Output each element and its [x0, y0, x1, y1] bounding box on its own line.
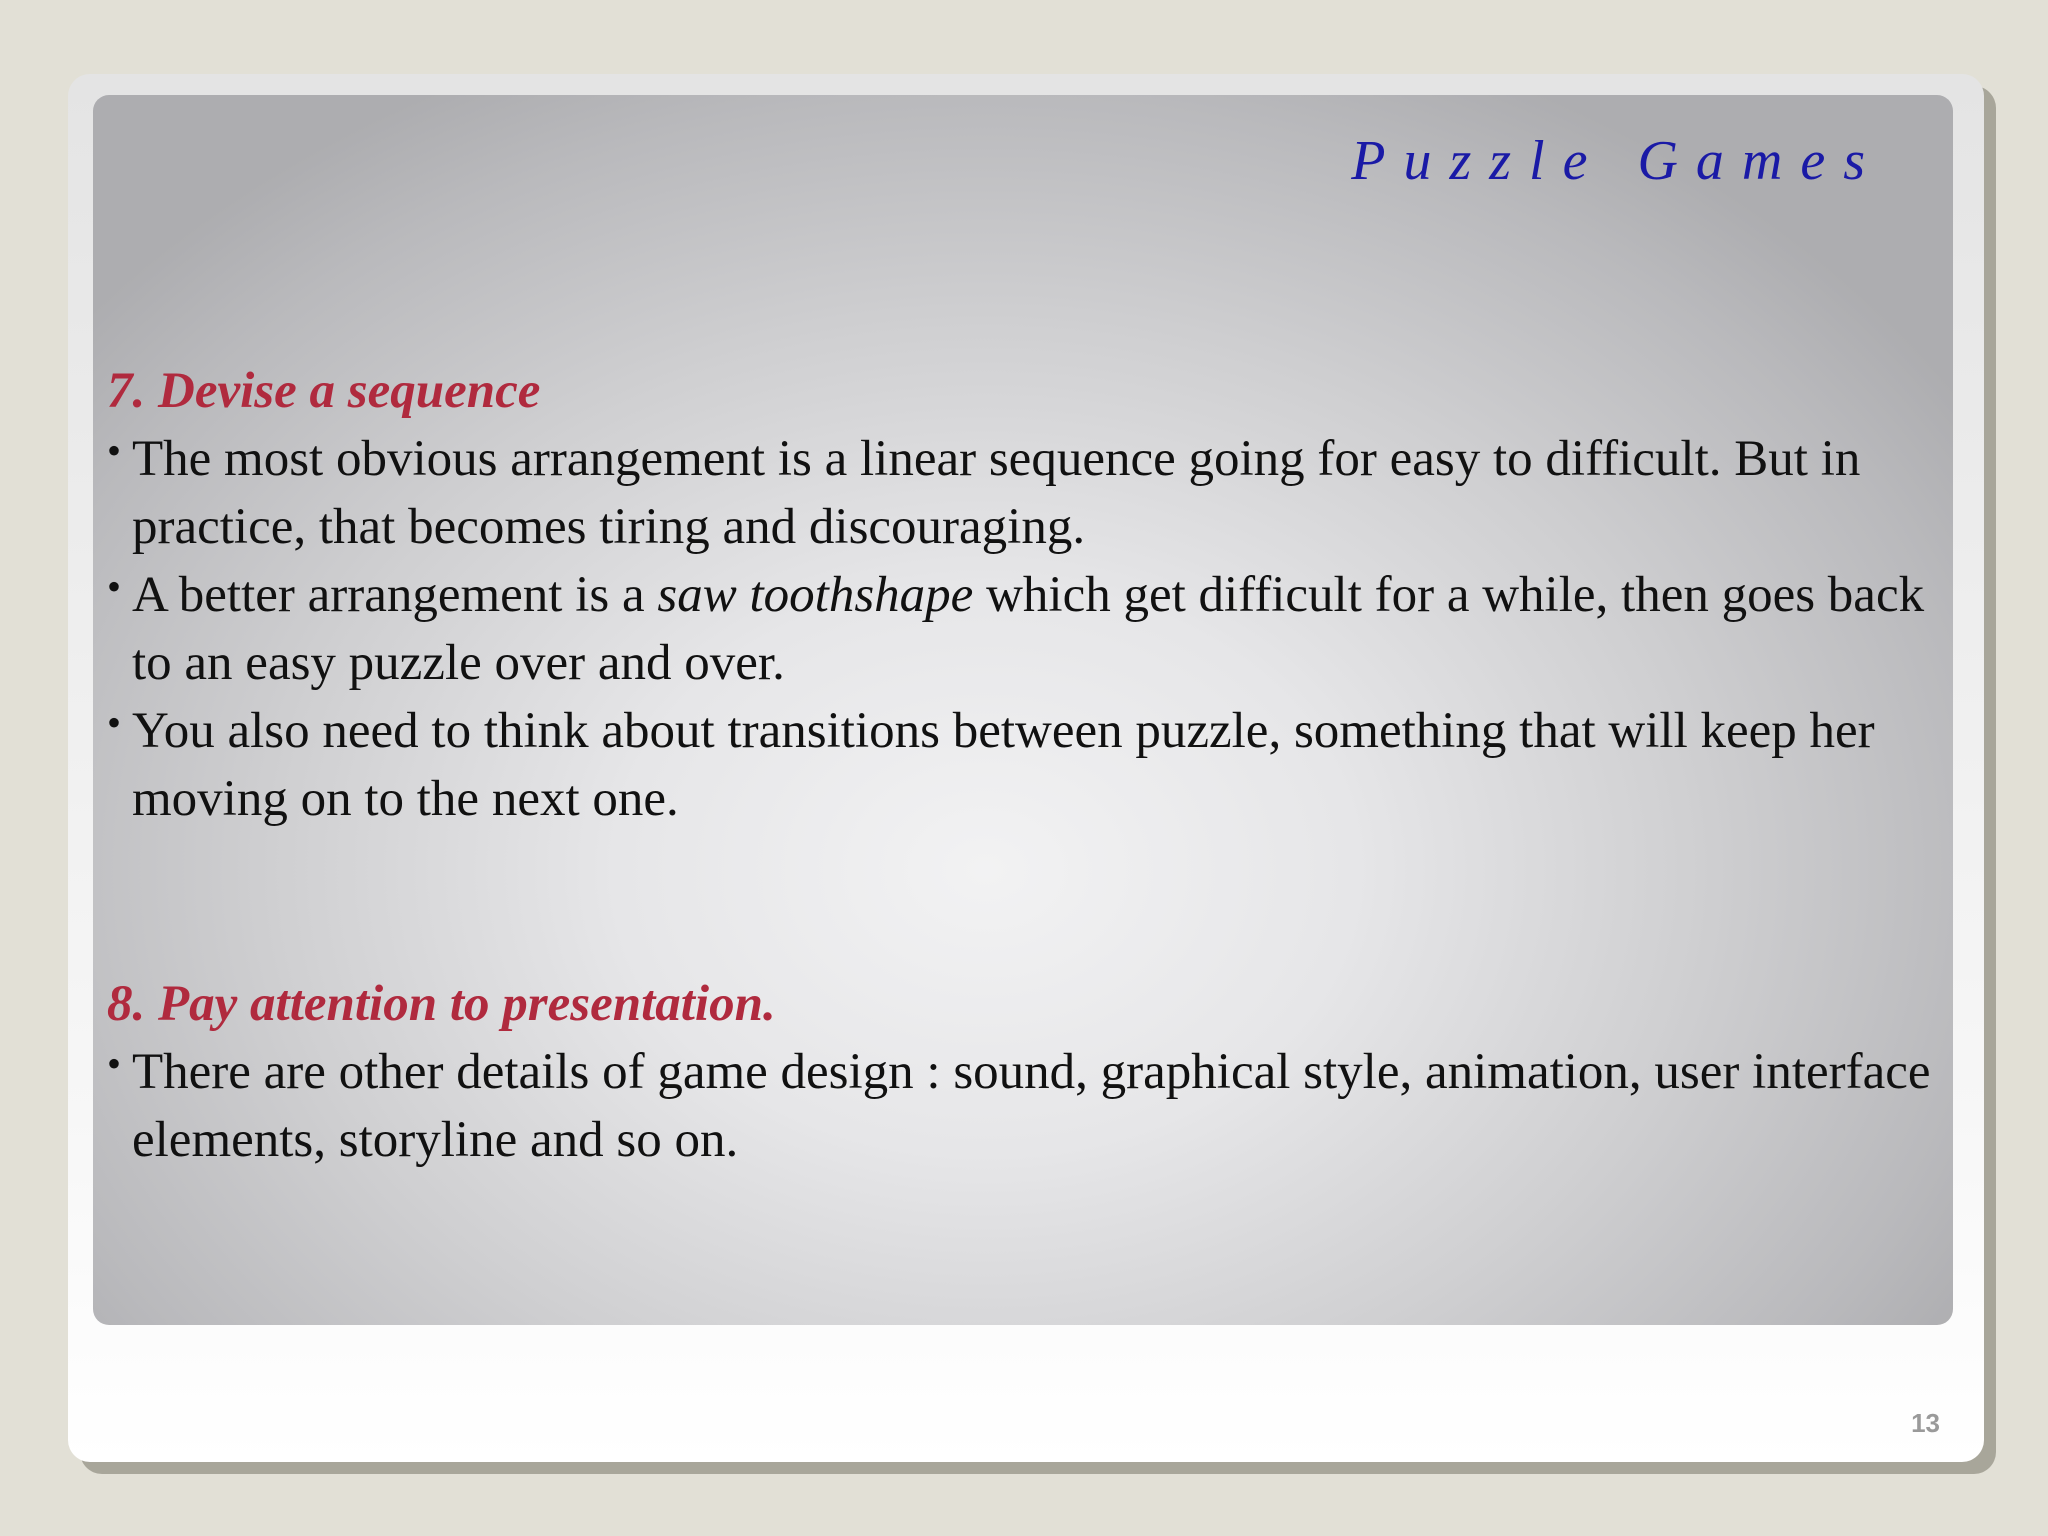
bullet-list — [107, 1038, 1933, 1174]
bullet-icon: • — [107, 1041, 122, 1086]
bullet-text-end: which get difficult for a while, then goes back to an easy puzzle over and over. — [132, 567, 1925, 691]
bullet-icon: • — [107, 700, 122, 745]
bullet-item — [107, 697, 1933, 833]
bullet-icon: • — [107, 564, 122, 609]
section-presentation — [107, 970, 1933, 1174]
bullet-text: There are other details of game design : sound, graphical style, animation, user interface elements, storyline and so on. — [132, 1044, 1931, 1168]
bullet-item — [107, 425, 1933, 561]
bullet-item — [107, 561, 1933, 697]
section-heading: 7. Devise a sequence — [107, 363, 541, 419]
bullet-emphasis: saw toothshape — [657, 567, 974, 623]
section-heading: 8. Pay attention to presentation. — [107, 976, 776, 1032]
bullet-item — [107, 1038, 1933, 1174]
page-number: 13 — [1911, 1408, 1940, 1438]
bullet-text-start: A better arrangement is a — [132, 567, 658, 623]
bullet-icon: • — [107, 428, 122, 473]
slide-title: Puzzle Games — [1351, 130, 1883, 192]
bullet-list — [107, 425, 1933, 833]
section-devise-sequence — [107, 357, 1933, 833]
content-panel — [93, 95, 1953, 1325]
bullet-text: You also need to think about transitions between puzzle, something that will keep her moving on to the next one. — [132, 703, 1875, 827]
bullet-text: The most obvious arrangement is a linear sequence going for easy to difficult. But in practice, that becomes tiring and discouraging. — [132, 431, 1861, 555]
